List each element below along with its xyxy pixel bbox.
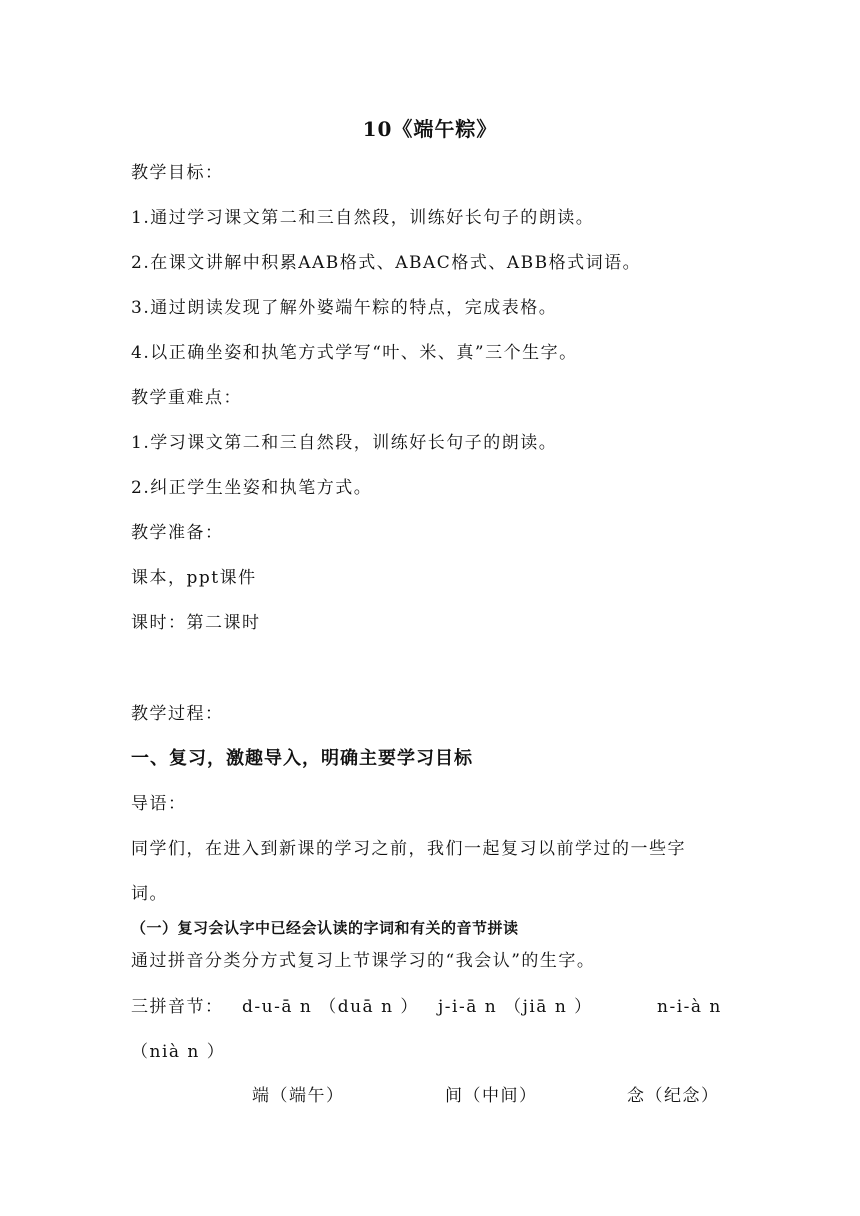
word-duan: 端（端午） <box>252 1086 345 1106</box>
preparation-text: 课本，ppt课件 <box>131 568 257 588</box>
objective-item-1: 1.通过学习课文第二和三自然段，训练好长句子的朗读。 <box>131 208 595 228</box>
word-nian: 念（纪念） <box>627 1086 720 1106</box>
key-points-heading: 教学重难点： <box>131 388 242 408</box>
key-point-item-2: 2.纠正学生坐姿和执笔方式。 <box>131 478 373 498</box>
syllables-label: 三拼音节： <box>131 997 224 1017</box>
objective-item-3: 3.通过朗读发现了解外婆端午粽的特点，完成表格。 <box>131 298 558 318</box>
preparation-heading: 教学准备： <box>131 523 224 543</box>
intro-label: 导语： <box>131 794 187 814</box>
document-title: 10《端午粽》 <box>362 117 498 141</box>
subsection-heading-1: （一）复习会认字中已经会认读的字词和有关的音节拼读 <box>131 919 519 937</box>
intro-line-1: 同学们，在进入到新课的学习之前，我们一起复习以前学过的一些字 <box>131 839 686 859</box>
period-text: 课时：第二课时 <box>131 613 261 633</box>
syllable-duan: d-u-ā n （duā n ） <box>242 997 419 1017</box>
syllable-nian-wrap: （nià n ） <box>131 1042 226 1062</box>
syllable-jian: j-i-ā n （jiā n ） <box>438 997 593 1017</box>
process-heading: 教学过程： <box>131 704 224 724</box>
objective-item-2: 2.在课文讲解中积累AAB格式、ABAC格式、ABB格式词语。 <box>131 253 642 273</box>
syllable-nian: n-i-à n <box>657 997 722 1017</box>
intro-line-2: 词。 <box>131 884 168 904</box>
objective-item-4: 4.以正确坐姿和执笔方式学写“叶、米、真”三个生字。 <box>131 343 578 363</box>
subsection-text: 通过拼音分类分方式复习上节课学习的“我会认”的生字。 <box>131 951 596 971</box>
key-point-item-1: 1.学习课文第二和三自然段，训练好长句子的朗读。 <box>131 433 558 453</box>
section-heading-1: 一、复习，激趣导入，明确主要学习目标 <box>131 748 473 769</box>
objectives-heading: 教学目标： <box>131 163 224 183</box>
word-jian: 间（中间） <box>445 1086 538 1106</box>
